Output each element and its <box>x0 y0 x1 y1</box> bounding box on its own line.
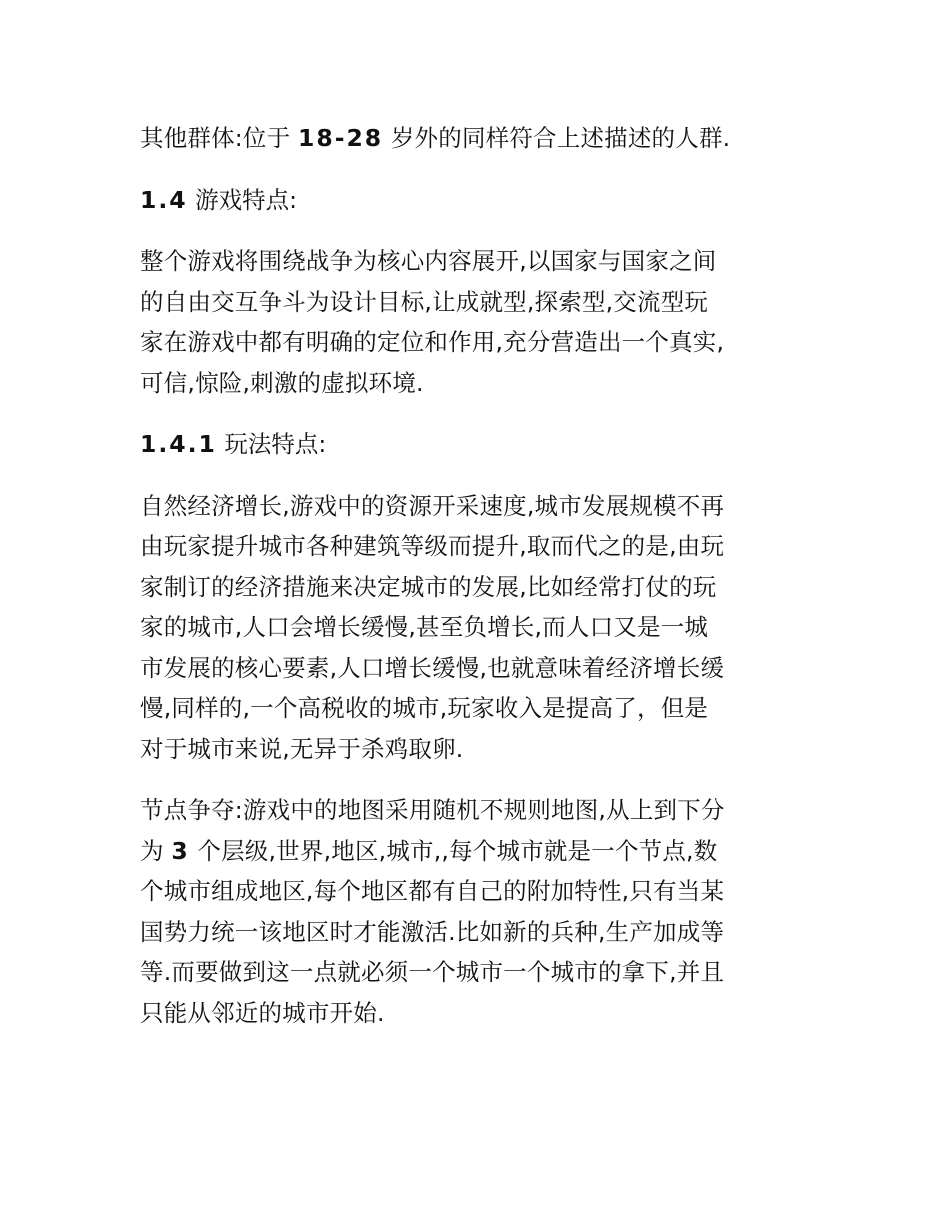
section-title: 游戏特点: <box>187 185 298 214</box>
paragraph-text: 其他群体:位于 <box>140 124 298 152</box>
level-count: 3 <box>171 836 190 865</box>
paragraph-text: 岁外的同样符合上述描述的人群. <box>383 124 731 152</box>
document-page <box>140 118 812 1054</box>
paragraph-other-groups <box>140 118 812 159</box>
paragraph-game-overview: 整个游戏将围绕战争为核心内容展开,以国家与国家之间 的自由交互争斗为设计目标,让成就型,探索型,交流型玩 家在游戏中都有明确的定位和作用,充分营造出一个真实, 可信,惊险,刺激的虚拟环境. <box>140 247 725 397</box>
section-heading-gameplay-features <box>140 424 812 465</box>
paragraph-text: 节点争夺:游戏中的地图采用随机不规则地图,从上到下分 为 <box>140 796 725 865</box>
paragraph-node-capture <box>140 790 812 1033</box>
section-heading-game-features <box>140 180 812 221</box>
age-range: 18-28 <box>298 124 384 152</box>
section-number: 1.4 <box>140 185 188 214</box>
paragraph-natural-economy: 自然经济增长,游戏中的资源开采速度,城市发展规模不再 由玩家提升城市各种建筑等级而提升,取而代之的是,由玩 家制订的经济措施来决定城市的发展,比如经常打仗的玩 家的城市,人口会增长缓慢,甚至负增长,而人口又是一城 市发展的核心要素,人口增长缓慢,也就意味着经济增长缓 慢,同样的,一个高税收的城市,玩家收入是提高了，但是 对于城市来说,无异于杀鸡取卵. <box>140 491 725 763</box>
section-title: 玩法特点: <box>216 430 327 458</box>
paragraph-text: 个层级,世界,地区,城市,,每个城市就是一个节点,数 个城市组成地区,每个地区都有自己的附加特性,只有当某 国势力统一该地区时才能激活.比如新的兵种,生产加成等 等.而要做到这一点就必须一个城市一个城市的拿下,并且 只能从邻近的城市开始. <box>140 836 725 1027</box>
section-number: 1.4.1 <box>140 430 217 458</box>
